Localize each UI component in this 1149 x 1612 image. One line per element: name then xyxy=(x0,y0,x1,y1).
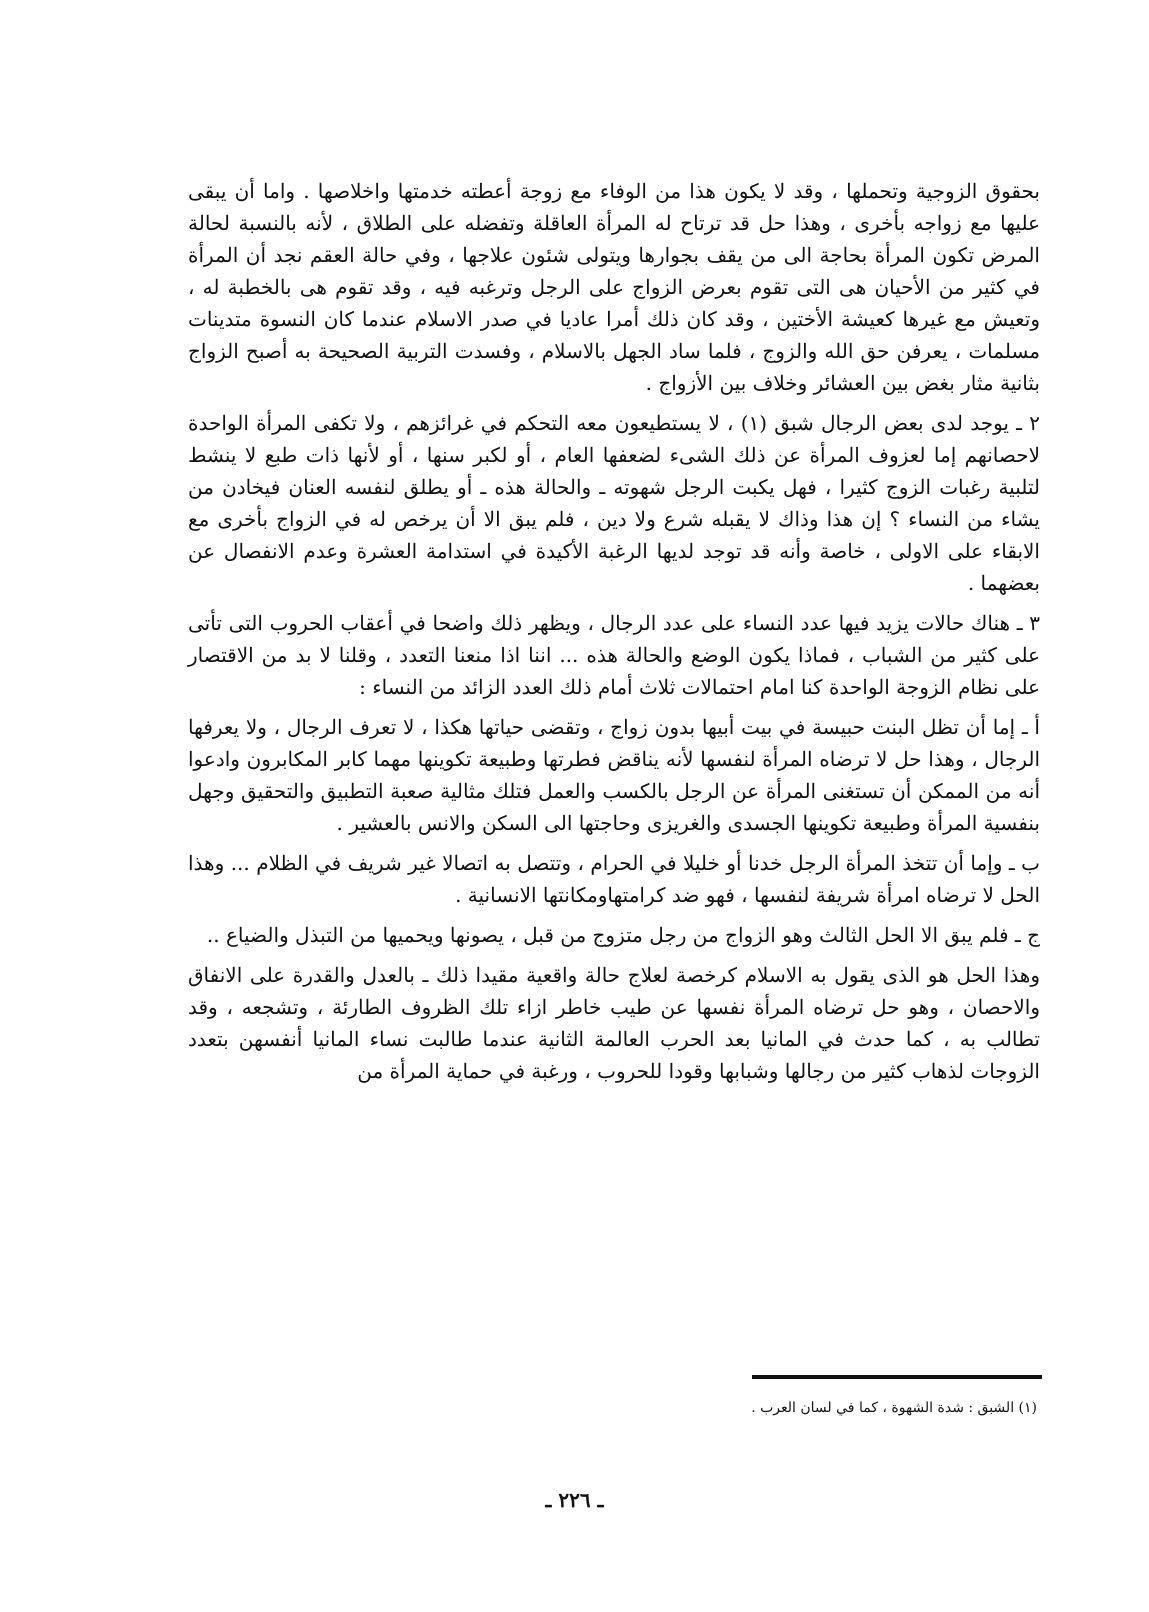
paragraph: ٢ ـ يوجد لدى بعض الرجال شبق (١) ، لا يستطيعون معه التحكم في غرائزهم ، ولا تكفى المرأة الواحدة لاحصانهم إما لعزوف المرأة عن ذلك الشىء لضعفها العام ، أو لكبر سنها ، أو لأنها ذات طبع لا ينشط لتلبية رغبات الزوج كثيرا ، فهل يكبت الرجل شهوته ـ والحالة هذه ـ أو يطلق لنفسه العنان فيخادن من يشاء من النساء ؟ إن هذا وذاك لا يقبله شرع ولا دين ، فلم يبق الا أن يرخص له في الزواج بأخرى مع الابقاء على الاولى ، خاصة وأنه قد توجد لديها الرغبة الأكيدة في استدامة العشرة وعدم الانفصال عن بعضهما . xyxy=(188,411,1040,595)
page-number: ـ ٢٢٦ ـ xyxy=(545,1488,604,1512)
paragraph: بحقوق الزوجية وتحملها ، وقد لا يكون هذا من الوفاء مع زوجة أعطته خدمتها واخلاصها . واما أن يبقى عليها مع زواجه بأخرى ، وهذا حل قد ترتاح له المرأة العاقلة وتفضله على الطلاق ، لأنه بالنسبة لحالة المرض تكون المرأة بحاجة الى من يقف بجوارها ويتولى شئون علاجها ، وفي حالة العقم نجد أن المرأة في كثير من الأحيان هى التى تقوم بعرض الزواج على الرجل وترغبه فيه ، وقد تقوم هى بالخطبة له ، وتعيش مع غيرها كعيشة الأختين ، وقد كان ذلك أمرا عاديا في صدر الاسلام عندما كان النسوة متدينات مسلمات ، يعرفن حق الله والزوج ، فلما ساد الجهل بالاسلام ، وفسدت التربية الصحيحة به أصبح الزواج بثانية مثار بغض بين العشائر وخلاف بين الأزواج . xyxy=(188,179,1040,395)
main-text xyxy=(188,175,1040,1095)
paragraph: ب ـ وإما أن تتخذ المرأة الرجل خدنا أو خليلا في الحرام ، وتتصل به اتصالا غير شريف في الظلام ... وهذا الحل لا ترضاه امرأة شريفة لنفسها ، فهو ضد كرامتهاومكانتها الانسانية . xyxy=(188,851,1041,907)
paragraph: ٣ ـ هناك حالات يزيد فيها عدد النساء على عدد الرجال ، ويظهر ذلك واضحا في أعقاب الحروب التى تأتى على كثير من الشباب ، فماذا يكون الوضع والحالة هذه ... اننا اذا منعنا التعدد ، وقلنا لا بد من الاقتصار على نظام الزوجة الواحدة كنا امام احتمالات ثلاث أمام ذلك العدد الزائد من النساء : xyxy=(188,611,1040,699)
paragraph: ج ـ فلم يبق الا الحل الثالث وهو الزواج من رجل متزوج من قبل ، يصونها ويحميها من التبذل والضياع .. xyxy=(206,923,1040,947)
paragraph: أ ـ إما أن تظل البنت حبيسة في بيت أبيها بدون زواج ، وتقضى حياتها هكذا ، لا تعرف الرجال ، ولا يعرفها الرجال ، وهذا حل لا ترضاه المرأة لنفسها لأنه يناقض فطرتها وطبيعة تكوينها مهما كابر المكابرون وادعوا أنه من الممكن أن تستغنى المرأة عن الرجل بالكسب والعمل فتلك مثالية صعبة التطبيق والتحقيق وجهل بنفسية المرأة وطبيعة تكوينها الجسدى والغريزى وحاجتها الى السكن والانس بالعشير . xyxy=(188,715,1041,835)
footnote-divider xyxy=(752,1375,1042,1379)
footnote: (١) الشبق : شدة الشهوة ، كما في لسان العرب . xyxy=(751,1400,1037,1416)
paragraph: وهذا الحل هو الذى يقول به الاسلام كرخصة لعلاج حالة واقعية مقيدا ذلك ـ بالعدل والقدرة على الانفاق والاحصان ، وهو حل ترضاه المرأة نفسها عن طيب خاطر ازاء تلك الظروف الطارئة ، وتشجعه ، وقد تطالب به ، كما حدث في المانيا بعد الحرب العالمة الثانية عندما طالبت نساء المانيا أنفسهن بتعدد الزوجات لذهاب كثير من رجالها وشبابها وقودا للحروب ، ورغبة في حماية المرأة من xyxy=(188,963,1041,1083)
